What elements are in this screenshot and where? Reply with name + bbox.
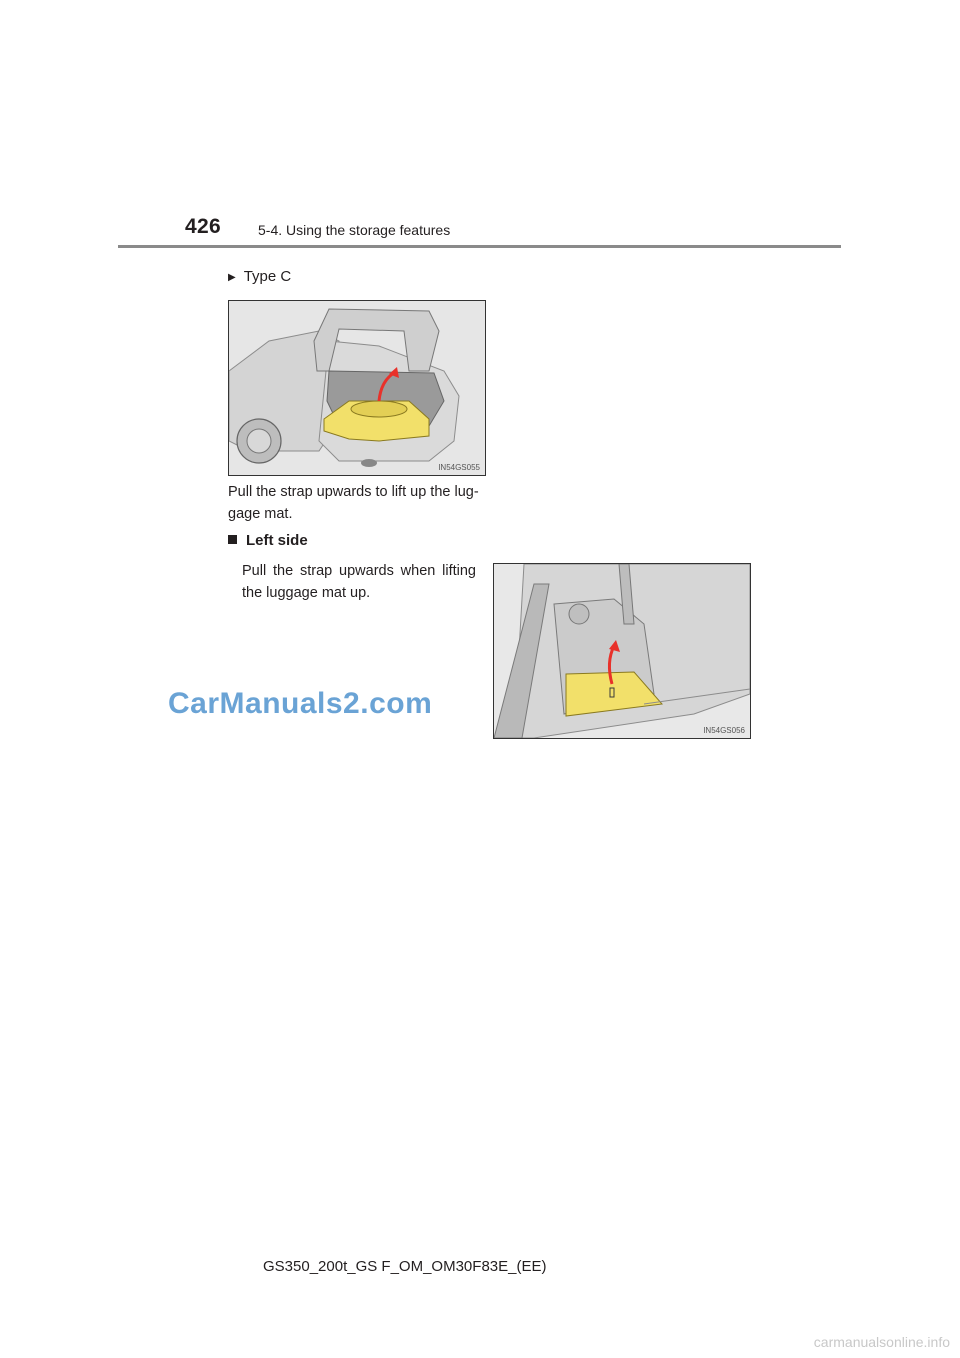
left-side-heading-text: Left side (246, 532, 308, 549)
type-c-instruction-text: Pull the strap upwards to lift up the lug- gage mat. (228, 484, 479, 522)
figure-trunk-type-c (228, 300, 486, 476)
figure-code: IN54GS055 (438, 463, 480, 472)
section-title: 5-4. Using the storage features (258, 222, 451, 238)
type-c-instruction (228, 481, 490, 525)
type-label (228, 268, 291, 285)
type-label-text: Type C (243, 268, 292, 285)
footer-document-code: GS350_200t_GS F_OM_OM30F83E_(EE) (263, 1258, 547, 1275)
page-number: 426 (185, 215, 221, 238)
triangle-bullet-icon: ▶ (228, 272, 236, 283)
left-side-instruction: Pull the strap upwards when lifting the luggage mat up. (242, 563, 476, 601)
site-watermark: carmanualsonline.info (813, 1334, 950, 1350)
figure-code: IN54GS056 (703, 726, 745, 735)
watermark-logo: CarManuals2.com (168, 687, 433, 720)
left-side-heading (228, 532, 308, 549)
car-trunk-illustration (229, 301, 485, 475)
left-side-trunk-illustration (494, 564, 750, 738)
header-rule (118, 245, 841, 248)
figure-left-side (493, 563, 751, 739)
square-bullet-icon (228, 535, 237, 544)
